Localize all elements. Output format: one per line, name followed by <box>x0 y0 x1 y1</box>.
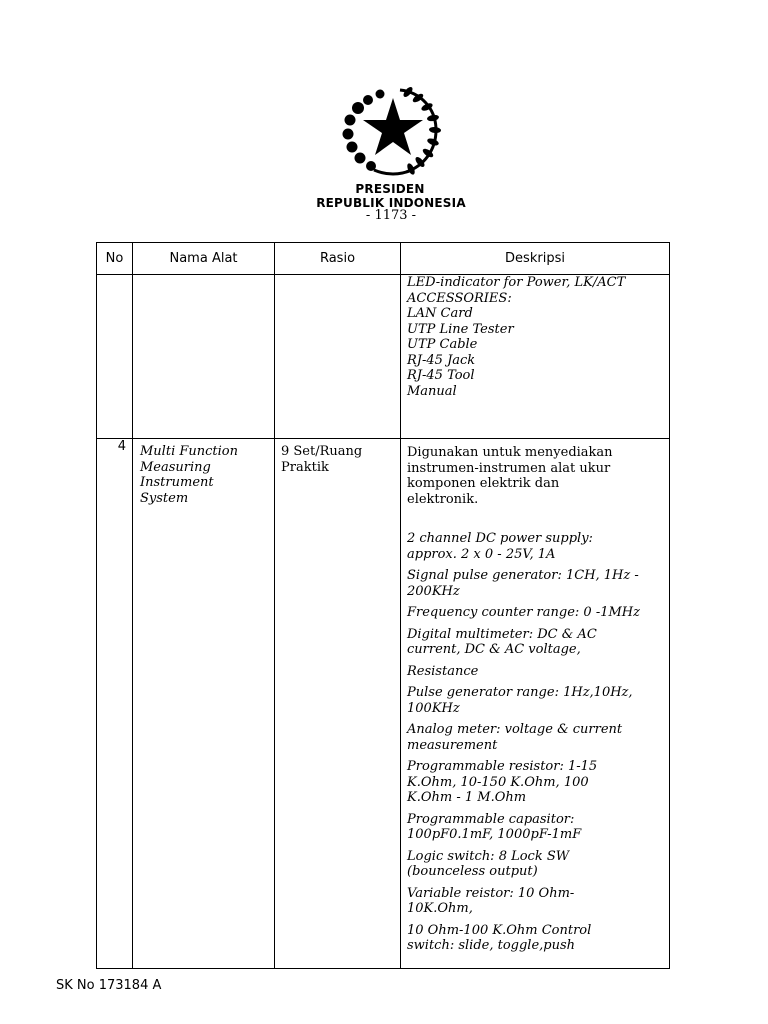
description-line: Manual <box>407 383 457 399</box>
spec-line: K.Ohm - 1 M.Ohm <box>407 790 527 805</box>
spec-item <box>407 664 665 680</box>
header-subtitle: REPUBLIK INDONESIA <box>316 196 466 210</box>
intro-line: Digunakan untuk menyediakan <box>407 445 613 460</box>
column-header-rasio: Rasio <box>275 243 401 275</box>
spec-line: K.Ohm, 10-150 K.Ohm, 100 <box>407 774 589 790</box>
spec-item <box>407 849 665 880</box>
description-line: RJ-45 Jack <box>407 352 476 368</box>
description-line: UTP Cable <box>407 337 478 352</box>
document-reference: SK No 173184 A <box>56 978 162 993</box>
description-line: ACCESSORIES: <box>407 290 512 306</box>
spec-line: 2 channel DC power supply: <box>407 531 593 546</box>
name-line: Measuring <box>140 459 211 475</box>
spec-line: Programmable resistor: 1-15 <box>407 759 598 774</box>
spec-line: Frequency counter range: 0 -1MHz <box>407 605 640 620</box>
cell-description-continuation <box>401 275 670 439</box>
rasio-line: Praktik <box>281 459 329 475</box>
description-intro <box>407 445 665 507</box>
cell-no-empty <box>97 275 133 439</box>
spec-line: Digital multimeter: DC & AC <box>407 626 597 642</box>
spec-item <box>407 531 665 562</box>
cell-rasio-empty <box>275 275 401 439</box>
spec-item <box>407 722 665 753</box>
cell-description <box>401 439 670 969</box>
rasio-line: 9 Set/Ruang <box>281 444 363 459</box>
description-line: LAN Card <box>407 306 473 321</box>
spec-line: Programmable capasitor: <box>407 811 575 827</box>
spec-list <box>407 531 665 954</box>
spec-line: approx. 2 x 0 - 25V, 1A <box>407 546 556 562</box>
spec-line: 10 Ohm-100 K.Ohm Control <box>407 922 592 938</box>
name-line: Instrument <box>140 475 214 490</box>
column-header-deskripsi: Deskripsi <box>401 243 670 275</box>
equipment-table <box>96 242 670 969</box>
spec-line: 10K.Ohm, <box>407 901 473 916</box>
page-number: - 1173 - <box>365 208 417 223</box>
spec-line: 100KHz <box>407 700 460 716</box>
spec-line: (bounceless output) <box>407 864 538 879</box>
state-emblem-icon <box>340 80 446 180</box>
cell-rasio <box>275 439 401 969</box>
cell-name-empty <box>133 275 275 439</box>
column-header-no: No <box>97 243 133 275</box>
spec-item <box>407 685 665 716</box>
spec-item <box>407 759 665 806</box>
spec-line: switch: slide, toggle,push <box>407 938 576 953</box>
spec-line: current, DC & AC voltage, <box>407 642 581 657</box>
column-header-nama-alat: Nama Alat <box>133 243 275 275</box>
spec-line: Analog meter: voltage & current <box>407 722 623 737</box>
cell-no: 4 <box>97 439 133 969</box>
description-line: LED-indicator for Power, LK/ACT <box>407 275 626 290</box>
spec-line: Resistance <box>407 663 479 679</box>
spec-item <box>407 627 665 658</box>
intro-line: elektronik. <box>407 491 479 507</box>
table-row-4 <box>97 439 670 969</box>
spec-line: Variable reistor: 10 Ohm- <box>407 885 575 901</box>
cell-nama-alat <box>133 439 275 969</box>
table-header-row <box>97 243 670 275</box>
spec-item <box>407 923 665 954</box>
spec-item <box>407 886 665 917</box>
spec-line: 200KHz <box>407 583 460 599</box>
spec-line: Logic switch: 8 Lock SW <box>407 848 570 864</box>
header-title: PRESIDEN <box>355 182 425 196</box>
spec-line: measurement <box>407 737 498 753</box>
intro-line: instrumen-instrumen alat ukur <box>407 460 611 476</box>
description-line: RJ-45 Tool <box>407 368 475 383</box>
name-line: Multi Function <box>140 444 238 459</box>
spec-item <box>407 568 665 599</box>
name-line: System <box>140 490 189 506</box>
spec-item <box>407 605 665 621</box>
spec-line: Signal pulse generator: 1CH, 1Hz - <box>407 568 639 583</box>
description-line: UTP Line Tester <box>407 321 514 337</box>
table-row-continuation <box>97 275 670 439</box>
spec-line: Pulse generator range: 1Hz,10Hz, <box>407 685 633 700</box>
spec-line: 100pF0.1mF, 1000pF-1mF <box>407 827 582 842</box>
intro-line: komponen elektrik dan <box>407 476 560 491</box>
spec-item <box>407 812 665 843</box>
